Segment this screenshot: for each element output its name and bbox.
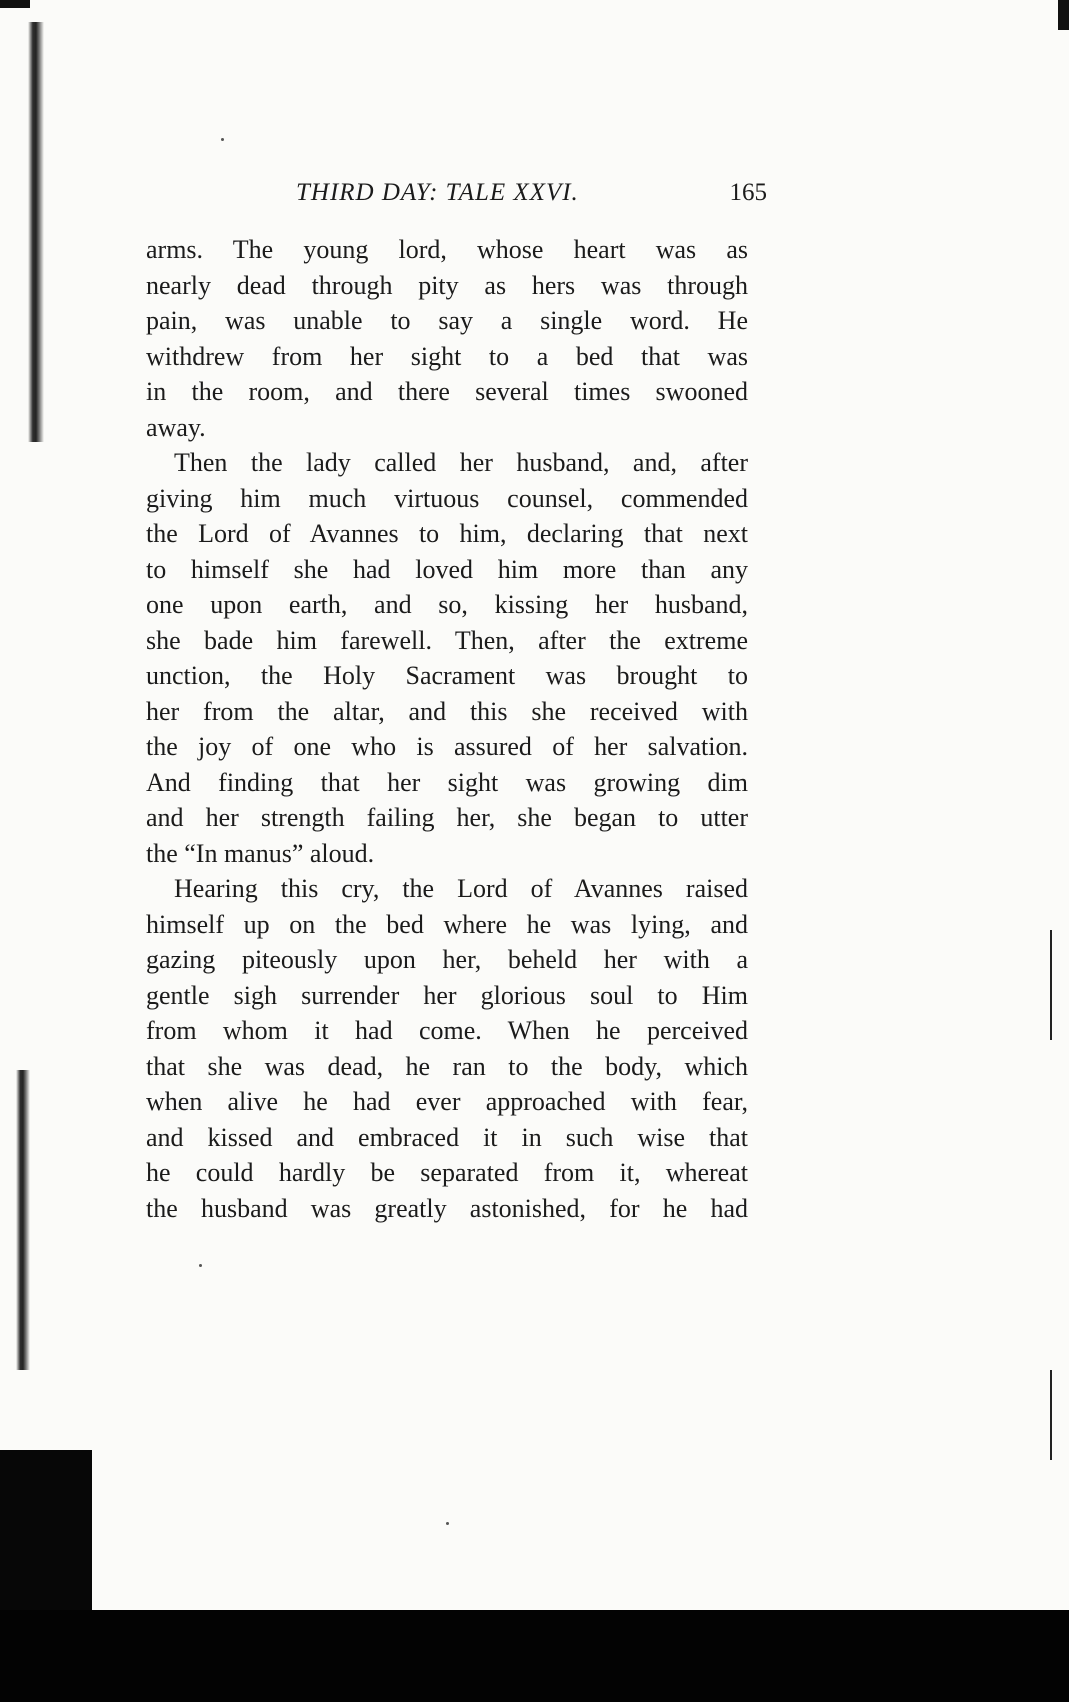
text-line: when alive he had ever approached with fear, xyxy=(146,1087,748,1116)
text-line: himself up on the bed where he was lying, and xyxy=(146,909,748,939)
text-line: unction, the Holy Sacrament was brought to xyxy=(146,661,748,690)
text-line: her from the altar, and this she received with xyxy=(146,696,748,726)
scan-mark-right xyxy=(1050,930,1052,1040)
running-head-title: THIRD DAY: TALE XXVI. xyxy=(296,179,579,206)
scan-speck xyxy=(221,138,224,141)
text-line: the joy of one who is assured of her salvation. xyxy=(146,732,748,761)
scan-shadow-top-left xyxy=(0,0,30,8)
text-line: the husband was greatly astonished, for he had xyxy=(146,1193,748,1223)
text-line: in the room, and there several times swooned xyxy=(146,377,748,406)
body-text xyxy=(146,232,748,1226)
text-line: gentle sigh surrender her glorious soul to Him xyxy=(146,980,748,1010)
text-line: and her strength failing her, she began to utter xyxy=(146,803,748,832)
text-line: the “In manus” aloud. xyxy=(146,838,375,868)
text-line: from whom it had come. When he perceived xyxy=(146,1016,748,1045)
text-line: and kissed and embraced it in such wise that xyxy=(146,1122,748,1152)
text-line: one upon earth, and so, kissing her husband, xyxy=(146,590,748,619)
text-line: she bade him farewell. Then, after the extreme xyxy=(146,625,748,655)
scan-speck xyxy=(199,1264,202,1267)
scan-shadow-left-upper xyxy=(28,22,44,442)
text-line: pain, was unable to say a single word. He xyxy=(146,306,748,335)
scan-shadow-left-lower xyxy=(0,1450,92,1612)
scan-shadow-left-middle xyxy=(16,1070,30,1370)
text-line: gazing piteously upon her, beheld her with a xyxy=(146,945,748,974)
page-number: 165 xyxy=(729,179,767,206)
scan-shadow-bottom xyxy=(0,1610,1069,1702)
scan-mark-right xyxy=(1050,1370,1052,1460)
paragraph-first-line: Then the lady called her husband, and, after xyxy=(174,448,748,477)
text-line: to himself she had loved him more than any xyxy=(146,554,748,584)
text-line: And finding that her sight was growing dim xyxy=(146,767,748,797)
paragraph-first-line: Hearing this cry, the Lord of Avannes raised xyxy=(174,874,748,903)
text-line: he could hardly be separated from it, whereat xyxy=(146,1158,748,1187)
text-line: that she was dead, he ran to the body, which xyxy=(146,1051,748,1081)
text-line: nearly dead through pity as hers was through xyxy=(146,270,748,300)
text-line: away. xyxy=(146,412,206,442)
scan-speck xyxy=(446,1522,449,1525)
text-line: withdrew from her sight to a bed that was xyxy=(146,341,748,371)
text-line: giving him much virtuous counsel, commended xyxy=(146,483,748,513)
scan-shadow-top-right xyxy=(1058,0,1069,30)
text-line: the Lord of Avannes to him, declaring that next xyxy=(146,519,748,548)
text-line: arms. The young lord, whose heart was as xyxy=(146,235,748,264)
